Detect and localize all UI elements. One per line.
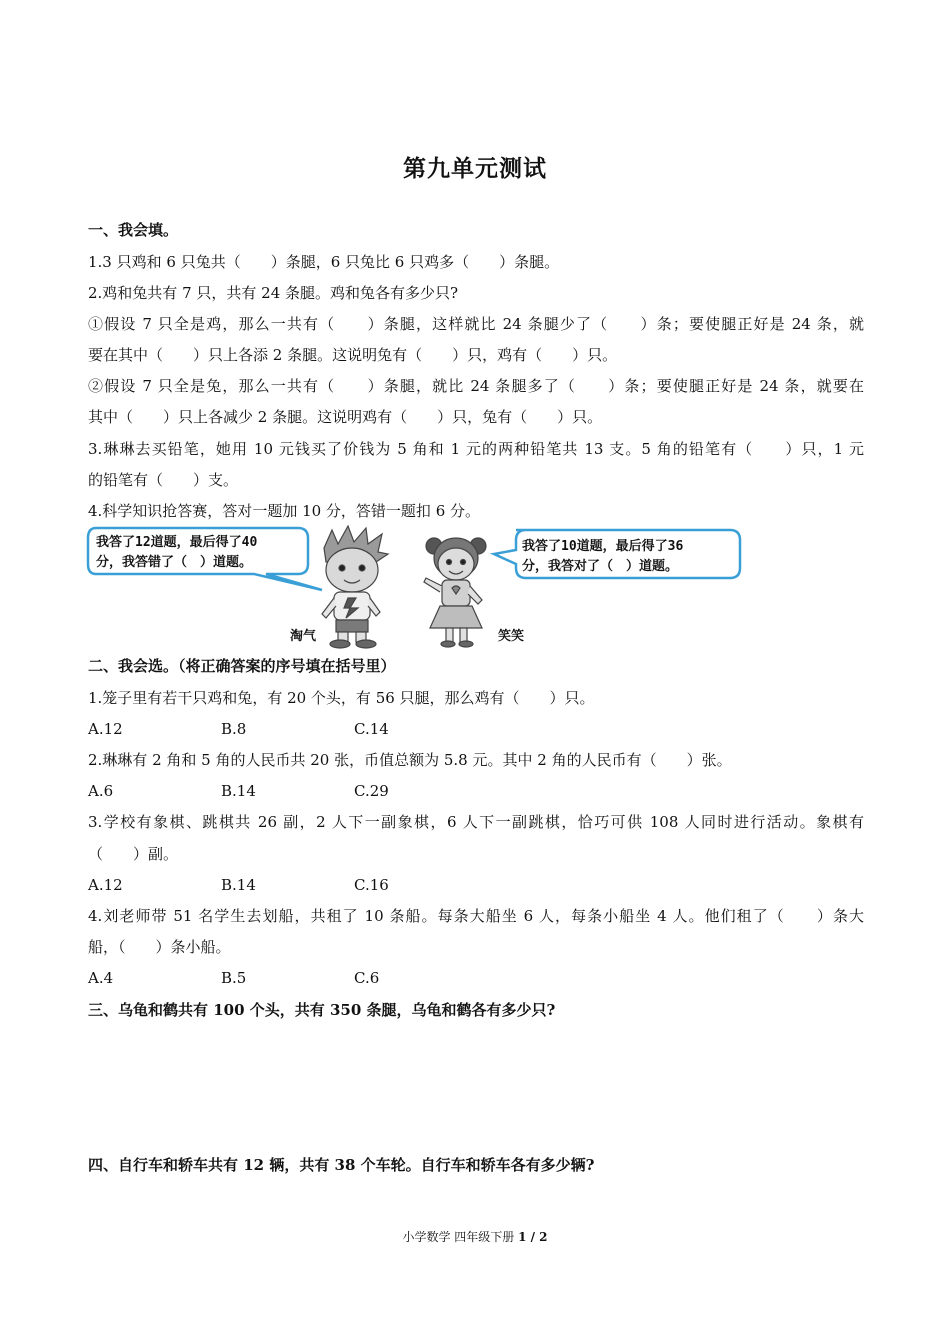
s2-question-4-line2: 船，（ ）条小船。	[88, 938, 231, 956]
girl-figure	[424, 538, 486, 647]
s1-question-1: 1.3 只鸡和 6 只兔共（ ）条腿，6 只兔比 6 只鸡多（ ）条腿。	[88, 253, 560, 271]
s2-question-3-line2: （ ）副。	[88, 845, 179, 863]
section-2-heading: 二、我会选。（将正确答案的序号填在括号里）	[88, 657, 396, 675]
boy-name-label: 淘气	[290, 629, 317, 644]
right-bubble-line-2: 分，我答对了（ ）道题。	[522, 559, 679, 574]
right-speech-bubble	[494, 530, 740, 578]
footer-text: 小学数学 四年级下册	[402, 1230, 519, 1244]
s2-q2-option-a: A.6	[88, 782, 114, 800]
s1-question-2b-line1: ②假设 7 只全是兔，那么一共有（ ）条腿，就比 24 条腿多了（ ）条；要使腿正好是 24 条，就要在	[88, 377, 864, 395]
s1-question-2b-line2: 其中（ ）只上各减少 2 条腿。这说明鸡有（ ）只，兔有（ ）只。	[88, 408, 603, 426]
s2-question-1: 1.笼子里有若干只鸡和兔，有 20 个头，有 56 只腿，那么鸡有（ ）只。	[88, 689, 595, 707]
s1-question-2a-line1: ①假设 7 只全是鸡，那么一共有（ ）条腿，这样就比 24 条腿少了（ ）条；要使腿正好是 24 条，就	[88, 315, 864, 333]
s2-q1-option-c: C.14	[354, 720, 389, 738]
section-3-heading: 三、乌龟和鹤共有 100 个头，共有 350 条腿，乌龟和鹤各有多少只?	[88, 1001, 556, 1019]
s1-question-3-line1: 3.琳琳去买铅笔，她用 10 元钱买了价钱为 5 角和 1 元的两种铅笔共 13 支。5 角的铅笔有（ ）只，1 元	[88, 440, 864, 458]
quiz-illustration	[86, 524, 746, 652]
s2-question-2: 2.琳琳有 2 角和 5 角的人民币共 20 张，币值总额为 5.8 元。其中 2 角的人民币有（ ）张。	[88, 751, 732, 769]
s2-question-3-line1: 3.学校有象棋、跳棋共 26 副，2 人下一副象棋，6 人下一副跳棋，恰巧可供 108 人同时进行活动。象棋有	[88, 813, 864, 831]
girl-name-label: 笑笑	[498, 629, 525, 644]
footer-page-number: 1 / 2	[518, 1230, 548, 1244]
s2-q1-option-b: B.8	[221, 720, 247, 738]
s2-q4-option-a: A.4	[88, 969, 114, 987]
s2-q4-option-b: B.5	[221, 969, 247, 987]
page-title: 第九单元测试	[403, 155, 547, 182]
section-1-heading: 一、我会填。	[88, 221, 179, 239]
left-bubble-line-1: 我答了12道题，最后得了40	[96, 535, 258, 550]
page-footer	[0, 1228, 950, 1245]
s2-q4-option-c: C.6	[354, 969, 380, 987]
s2-q2-option-c: C.29	[354, 782, 389, 800]
s2-q2-option-b: B.14	[221, 782, 256, 800]
s2-q3-option-a: A.12	[88, 876, 123, 894]
s1-question-2: 2.鸡和兔共有 7 只，共有 24 条腿。鸡和兔各有多少只?	[88, 284, 459, 302]
s1-question-2a-line2: 要在其中（ ）只上各添 2 条腿。这说明兔有（ ）只，鸡有（ ）只。	[88, 346, 618, 364]
section-4-heading: 四、自行车和轿车共有 12 辆，共有 38 个车轮。自行车和轿车各有多少辆?	[88, 1156, 595, 1174]
left-speech-bubble	[88, 528, 322, 590]
s2-question-4-line1: 4.刘老师带 51 名学生去划船，共租了 10 条船。每条大船坐 6 人，每条小船坐 4 人。他们租了（ ）条大	[88, 907, 864, 925]
right-bubble-line-1: 我答了10道题，最后得了36	[522, 539, 684, 554]
boy-figure	[322, 526, 388, 648]
left-bubble-line-2: 分，我答错了（ ）道题。	[96, 555, 253, 570]
s1-question-3-line2: 的铅笔有（ ）支。	[88, 471, 239, 489]
s2-q3-option-c: C.16	[354, 876, 389, 894]
s1-question-4: 4.科学知识抢答赛，答对一题加 10 分，答错一题扣 6 分。	[88, 502, 481, 520]
s2-q1-option-a: A.12	[88, 720, 123, 738]
s2-q3-option-b: B.14	[221, 876, 256, 894]
